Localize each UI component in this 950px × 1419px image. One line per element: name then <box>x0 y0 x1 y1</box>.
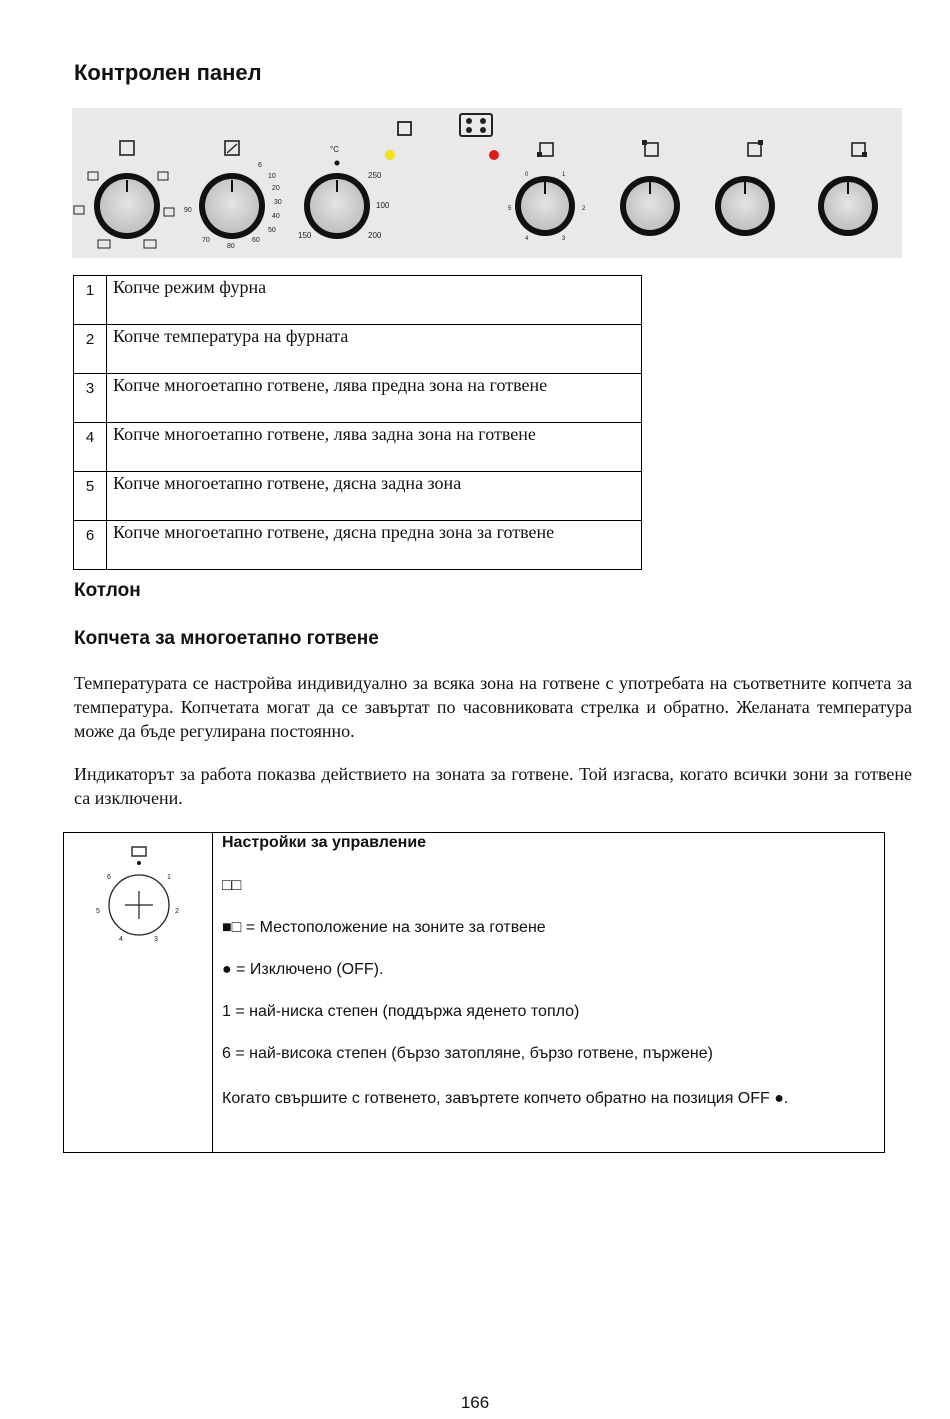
timer-label: 90 <box>184 207 192 214</box>
section-heading: Котлон <box>74 580 141 601</box>
control-panel-illustration <box>72 108 902 258</box>
legend-number: 2 <box>74 325 107 374</box>
hob-label: 0 <box>525 172 529 178</box>
timer-label: 80 <box>227 243 235 250</box>
finish-instruction: Когато свършите с готвенето, завъртете копчето обратно на позиция OFF ●. <box>222 1090 789 1107</box>
legend-number: 4 <box>74 423 107 472</box>
page-title: Контролен панел <box>74 60 262 85</box>
settings-title: Настройки за управление <box>222 834 427 851</box>
temp-label: 250 <box>368 171 382 180</box>
high-level-line: 6 = най-висока степен (бързо затопляне, бързо готвене, пържене) <box>222 1045 713 1062</box>
legend-text: Копче температура на фурната <box>107 325 642 374</box>
timer-label: 50 <box>268 227 276 234</box>
legend-text: Копче многоетапно готвене, лява предна зона на готвене <box>107 374 642 423</box>
knob-diagram-cell <box>64 833 213 1152</box>
legend-text: Копче режим фурна <box>107 276 642 325</box>
knob-label: 1 <box>167 874 171 881</box>
knob-label: 3 <box>154 936 158 943</box>
legend-number: 3 <box>74 374 107 423</box>
hob-symbol-icon <box>132 847 146 856</box>
table-row <box>74 276 642 325</box>
table-row <box>74 423 642 472</box>
table-row <box>74 325 642 374</box>
timer-label: 10 <box>268 173 276 180</box>
zone-location-line: ■□ = Местоположение на зоните за готвене <box>222 919 546 936</box>
zone-symbols: □□ <box>222 877 242 894</box>
knob-label: 6 <box>107 874 111 881</box>
control-settings-box <box>63 832 885 1153</box>
section-subheading: Копчета за многоетапно готвене <box>74 628 379 649</box>
timer-label: 6 <box>258 162 262 169</box>
timer-label: 30 <box>274 199 282 206</box>
legend-number: 6 <box>74 521 107 570</box>
timer-label: 20 <box>272 185 280 192</box>
timer-label: 40 <box>272 213 280 220</box>
knob-legend-table <box>73 275 642 570</box>
table-row <box>74 472 642 521</box>
temp-label: 150 <box>298 231 312 240</box>
table-row <box>74 521 642 570</box>
legend-text: Копче многоетапно готвене, лява задна зона на готвене <box>107 423 642 472</box>
temp-label: 100 <box>376 201 390 210</box>
timer-label: 70 <box>202 237 210 244</box>
knob-label: 2 <box>175 908 179 915</box>
paragraph: Индикаторът за работа показва действието на зоната за готвене. Той изгасва, когато всички зони за готвене са изключени. <box>74 764 912 808</box>
thermostat-lamp <box>385 150 395 160</box>
table-row <box>74 374 642 423</box>
legend-text: Копче многоетапно готвене, дясна задна зона <box>107 472 642 521</box>
legend-number: 1 <box>74 276 107 325</box>
low-level-line: 1 = най-ниска степен (поддържа яденето топло) <box>222 1003 580 1020</box>
timer-label: 60 <box>252 237 260 244</box>
hob-on-lamp <box>489 150 499 160</box>
hob-knob-diagram <box>64 833 212 963</box>
knob-label: 5 <box>96 908 100 915</box>
temperature-icon: °C <box>330 145 339 154</box>
knob-label: 4 <box>119 936 123 943</box>
hob-label: 4 <box>525 236 529 242</box>
off-line: ● = Изключено (OFF). <box>222 961 384 978</box>
hob-label: 5 <box>508 206 512 212</box>
page-number: 166 <box>460 1393 490 1412</box>
paragraph: Температурата се настройва индивидуално за всяка зона на готвене с употребата на съответните копчета за температура. Копчетата могат да се завъртат по часовниковата стрелка и обратно. Желаната температура може да бъде регулирана постоянно. <box>74 673 912 741</box>
hob-label: 1 <box>562 172 566 178</box>
temp-label: 200 <box>368 231 382 240</box>
hob-label: 2 <box>582 206 586 212</box>
legend-number: 5 <box>74 472 107 521</box>
legend-text: Копче многоетапно готвене, дясна предна зона за готвене <box>107 521 642 570</box>
hob-label: 3 <box>562 236 566 242</box>
